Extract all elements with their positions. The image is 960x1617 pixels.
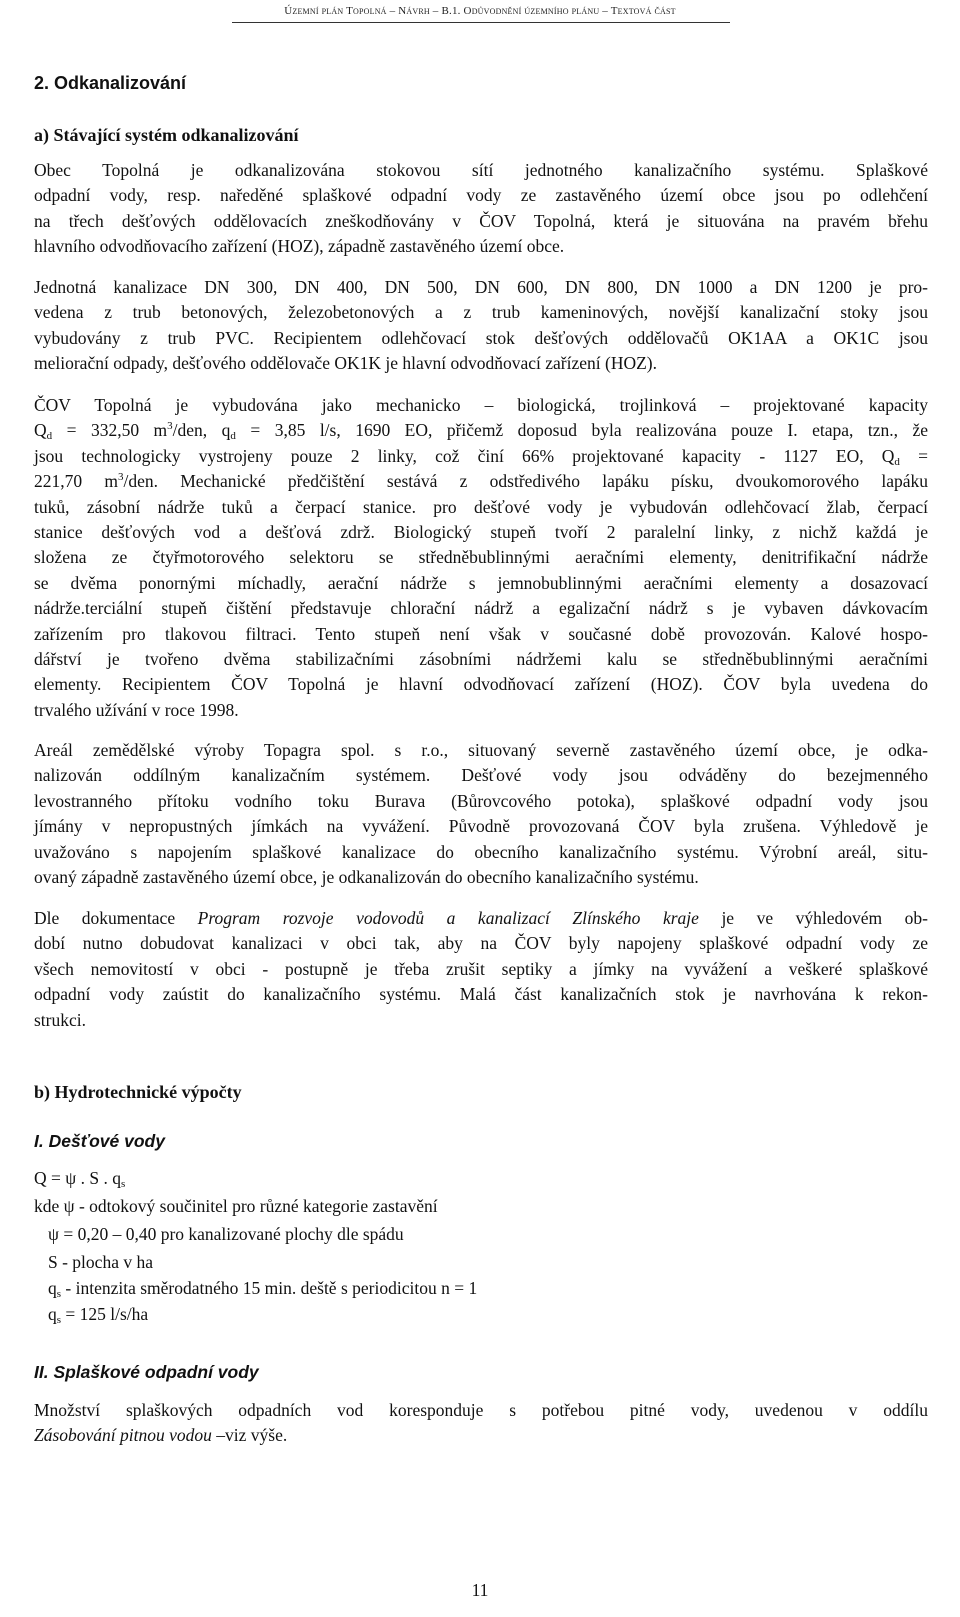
text-line: ČOV Topolná je vybudována jako mechanicko – biologická, trojlinková – projektované kapacity <box>34 395 928 415</box>
text-line: elementy. Recipientem ČOV Topolná je hlavní odvodňovací zařízení (HOZ). ČOV byla uvedena do <box>34 674 928 695</box>
formula-rainwater: Q = ψ . S . $q_s$ <box>34 1168 126 1190</box>
text-line: vedena z trub betonových, železobetonových a z trub kameninových, novější kanalizační stoky jsou <box>34 302 928 323</box>
text-line: jsou technologicky vystrojeny pouze 2 linky, což činí 66% projektované kapacity - 1127 EO, $Q_d$ = <box>34 445 928 468</box>
text-line: složena ze čtyřmotorového selektoru se středněbublinnými aeračními elementy, denitrifikační nádrže <box>34 547 928 568</box>
text-line: 221,70 $m^3$/den. Mechanické předčištění sestává z odstředivého lapáku písku, dvoukomorového lapáku <box>34 471 928 492</box>
subsection-b-title: b) Hydrotechnické výpočty <box>34 1082 242 1102</box>
text-line: se dvěma ponornými míchadly, aerační nádrže s jemnobublinnými aeračními elementy a dosazovací <box>34 572 928 593</box>
paragraph-existing-system <box>34 158 928 260</box>
formula-qs-value: $q_s = 125$ l/s/ha <box>48 1304 149 1326</box>
text-line: Zásobování pitnou vodou –viz výše. <box>34 1425 288 1446</box>
paragraph-agricultural-area <box>34 738 928 890</box>
text-line: meliorační odpady, dešťového oddělovače OK1K je hlavní odvodňovací zařízení (HOZ). <box>34 353 658 374</box>
formula-qs-definition: $q_s$ - intenzita směrodatného 15 min. deště s periodicitou n = 1 <box>48 1278 478 1300</box>
running-header: Územní plán Topolná – Návrh – B.1. Odůvodnění územního plánu – Textová část <box>284 5 676 17</box>
subsection-a-title: a) Stávající systém odkanalizování <box>34 125 299 145</box>
text-line: všech nemovitostí v obci - postupně je třeba zrušit septiky a jímky na vyvážení a veškeré splaškové <box>34 958 928 979</box>
text-line: stanice dešťových vod a dešťová zdrž. Biologický stupeň tvoří 2 paralelní linky, z nichž každá je <box>34 522 928 543</box>
text-line: ovaný západně zastavěného území obce, je odkanalizován do obecního kanalizačního systému. <box>34 867 699 888</box>
paragraph-wwtp <box>34 393 928 723</box>
formula-psi-range: ψ = 0,20 – 0,40 pro kanalizované plochy dle spádu <box>48 1224 404 1244</box>
text-line: dobí nutno dobudovat kanalizaci v obci tak, aby na ČOV byly napojeny splaškové odpadní vody ze <box>34 933 928 954</box>
text-line: strukci. <box>34 1009 87 1030</box>
text-line: tuků, zásobní nádrže tuků a čerpací stanice. pro dešťové vody je vybudován odlehčovací žlab, čerpací <box>34 496 928 517</box>
formula-s-definition: S - plocha v ha <box>48 1252 153 1272</box>
text-line: hlavního odvodňovacího zařízení (HOZ), západně zastavěného území obce. <box>34 236 565 257</box>
text-line: odpadní vody, resp. naředěné splaškové odpadní vody ze zastavěného území obce jsou po odlehčení <box>34 185 928 206</box>
text-line: jímány v nepropustných jímkách na vyvážení. Původně provozovaná ČOV byla zrušena. Výhledově je <box>34 816 928 837</box>
program-title-italic: Program rozvoje vodovodů a kanalizací Zlínského kraje <box>197 908 699 928</box>
text-line: Množství splaškových odpadních vod korespondujе s potřebou pitné vody, uvedenou v oddílu <box>34 1400 928 1420</box>
header-rule <box>232 22 730 23</box>
text-line: nádrže.terciální stupeň čištění představuje chlorační nádrž a egalizační nádrž s je vybaven dávkovacím <box>34 598 928 619</box>
text-line: Areál zemědělské výroby Topagra spol. s r.o., situovaný severně zastavěného území obce, je odka- <box>34 740 928 760</box>
part-sewage-title: II. Splaškové odpadní vody <box>34 1362 259 1382</box>
text-line: vybudovány z trub PVC. Recipientem odlehčovací stok dešťových oddělovačů OK1AA a OK1C jsou <box>34 327 928 348</box>
paragraph-sewage-amount <box>34 1398 928 1449</box>
text-line: Dle dokumentace Program rozvoje vodovodů a kanalizací Zlínského kraje je ve výhledovém ob- <box>34 908 929 928</box>
paragraph-development-program <box>34 906 928 1033</box>
text-line: Jednotná kanalizace DN 300, DN 400, DN 500, DN 600, DN 800, DN 1000 a DN 1200 je pro- <box>34 277 928 297</box>
text-line: levostranného přítoku vodního toku Burava (Bůrovcového potoka), splaškové odpadní vody jsou <box>34 790 928 811</box>
text-line: dářství je tvořeno dvěma stabilizačními zásobními nádržemi kalu se středněbublinnými aeračními <box>34 649 928 670</box>
text-line: trvalého užívání v roce 1998. <box>34 699 239 720</box>
text-line: Obec Topolná je odkanalizována stokovou sítí jednotného kanalizačního systému. Splaškové <box>34 160 928 180</box>
paragraph-sewer-pipes <box>34 275 928 377</box>
formula-where-line: kde ψ - odtokový součinitel pro různé kategorie zastavění <box>34 1196 438 1216</box>
text-line: odpadní vody zaústit do kanalizačního systému. Malá část kanalizačních stok je navrhována k rekon- <box>34 984 928 1005</box>
page-number: 11 <box>471 1580 489 1600</box>
section-title: 2. Odkanalizování <box>34 73 187 93</box>
text-line: na třech dešťových oddělovacích zneškodňovány v ČOV Topolná, která je situována na pravém břehu <box>34 210 928 231</box>
part-rainwater-title: I. Dešťové vody <box>34 1131 165 1151</box>
reference-italic: Zásobování pitnou vodou <box>34 1425 212 1446</box>
text-line: zařízením pro tlakovou filtraci. Tento stupeň není však v současné době provozován. Kalové hospo- <box>34 623 928 644</box>
text-line: $Q_d = 332,50$ $m^3$/den, $q_d = 3,85$ l/s, 1690 EO, přičemž doposud byla realizována pouze I. etapa, tzn., že <box>34 420 928 443</box>
text-line: uvažováno s napojením splaškové kanalizace do obecního kanalizačního systému. Výrobní areál, situ- <box>34 841 928 862</box>
text-line: nalizován oddílným kanalizačním systémem. Dešťové vody jsou odváděny do bezejmenného <box>34 765 928 786</box>
